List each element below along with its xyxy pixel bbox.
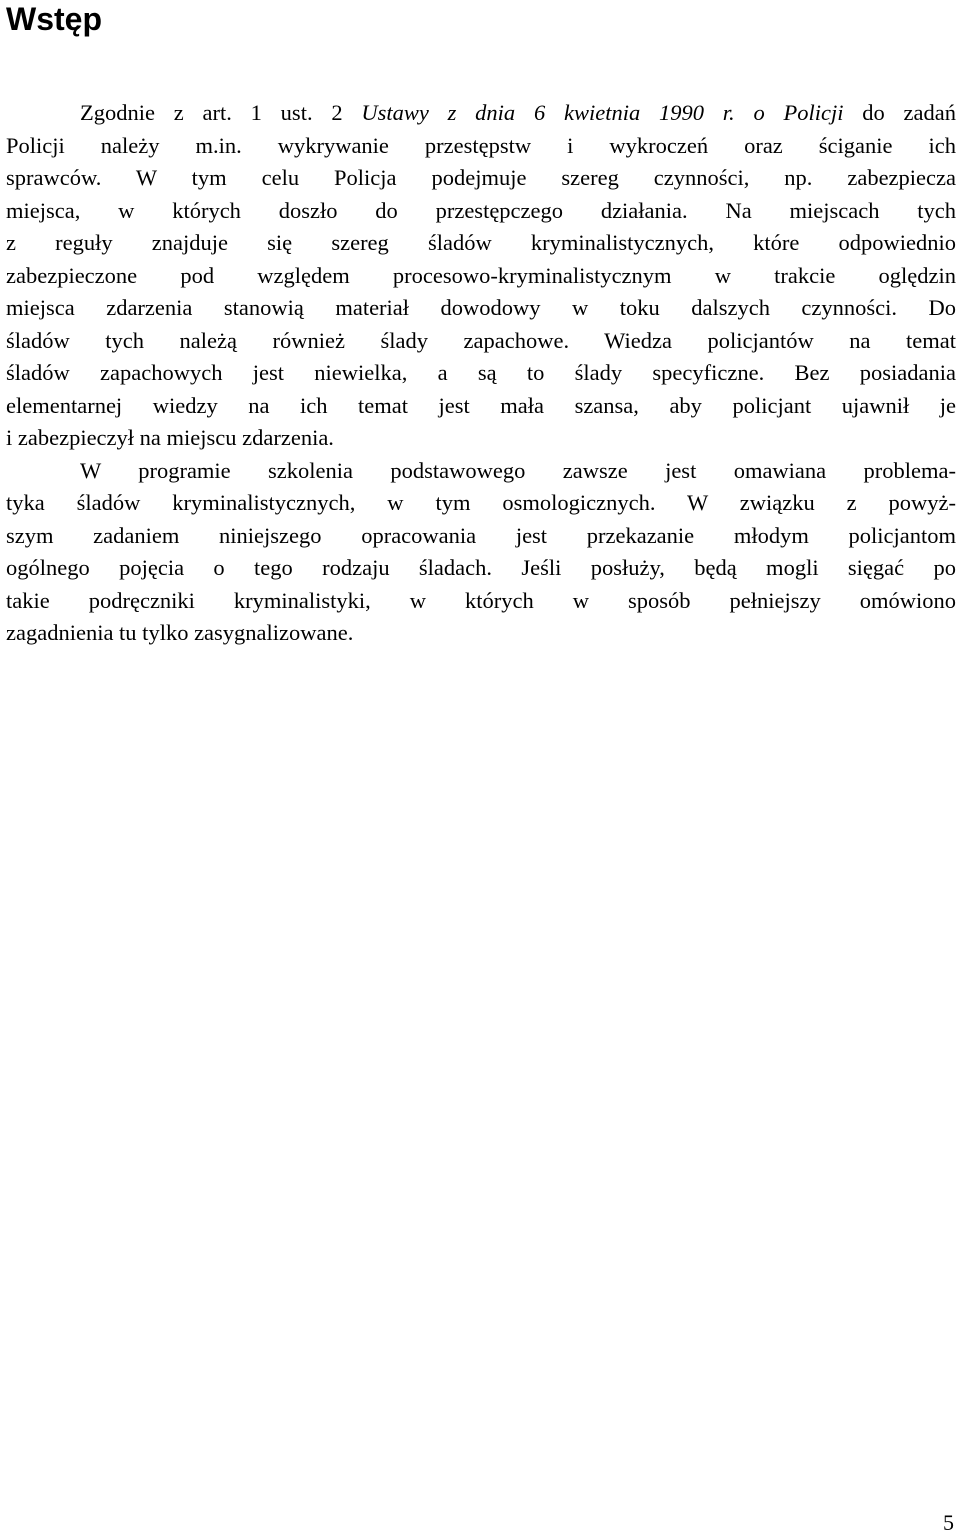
text-segment: ogólnego pojęcia o tego rodzaju śladach. Jeśli posłuży, będą mogli sięgać po bbox=[6, 555, 956, 580]
text-line bbox=[6, 325, 956, 358]
text-segment: szym zadaniem niniejszego opracowania jest przekazanie młodym policjantom bbox=[6, 522, 956, 548]
text-line bbox=[6, 455, 956, 488]
text-segment: z reguły znajduje się szereg śladów kryminalistycznych, które odpowiednio bbox=[6, 230, 956, 255]
text-segment: miejsca zdarzenia stanowią materiał dowodowy w toku dalszych czynności. Do bbox=[6, 295, 956, 320]
page-title: Wstęp bbox=[6, 1, 102, 37]
text-line bbox=[6, 97, 956, 130]
text-segment: i zabezpieczył na miejscu zdarzenia. bbox=[6, 425, 334, 450]
text-line bbox=[6, 552, 956, 585]
text-line bbox=[6, 130, 956, 163]
text-segment: zabezpieczone pod względem procesowo-kryminalistycznym w trakcie oględzin bbox=[6, 262, 956, 288]
text-line bbox=[6, 617, 956, 650]
text-segment: elementarnej wiedzy na ich temat jest mała szansa, aby policjant ujawnił je bbox=[6, 392, 956, 418]
text-line bbox=[6, 162, 956, 195]
text-segment: śladów tych należą również ślady zapachowe. Wiedza policjantów na temat bbox=[6, 327, 956, 353]
text-segment: miejsca, w których doszło do przestępczego działania. Na miejscach tych bbox=[6, 197, 956, 223]
text-line bbox=[6, 390, 956, 423]
text-line bbox=[6, 585, 956, 618]
text-segment: tyka śladów kryminalistycznych, w tym osmologicznych. W związku z powyż- bbox=[6, 490, 956, 515]
text-line bbox=[6, 195, 956, 228]
text-segment: takie podręczniki kryminalistyki, w których w sposób pełniejszy omówiono bbox=[6, 587, 956, 613]
text-line bbox=[6, 520, 956, 553]
text-line bbox=[6, 422, 956, 455]
text-line bbox=[6, 227, 956, 260]
text-segment: Zgodnie z art. 1 ust. 2 bbox=[80, 100, 362, 125]
law-title-text: Ustawy z dnia 6 kwietnia 1990 r. o Policji bbox=[361, 100, 844, 125]
text-line bbox=[6, 260, 956, 293]
text-segment: śladów zapachowych jest niewielka, a są to ślady specyficzne. Bez posiadania bbox=[6, 360, 956, 385]
text-segment: zagadnienia tu tylko zasygnalizowane. bbox=[6, 620, 354, 645]
text-segment: W programie szkolenia podstawowego zawsze jest omawiana problema- bbox=[80, 457, 956, 483]
text-segment: do zadań bbox=[843, 100, 956, 125]
text-line bbox=[6, 487, 956, 520]
text-segment: Policji należy m.in. wykrywanie przestępstw i wykroczeń oraz ściganie ich bbox=[6, 132, 956, 158]
text-line bbox=[6, 357, 956, 390]
page-number: 5 bbox=[943, 1510, 954, 1535]
body-text bbox=[6, 97, 956, 650]
text-segment: sprawców. W tym celu Policja podejmuje szereg czynności, np. zabezpiecza bbox=[6, 165, 956, 190]
text-line bbox=[6, 292, 956, 325]
